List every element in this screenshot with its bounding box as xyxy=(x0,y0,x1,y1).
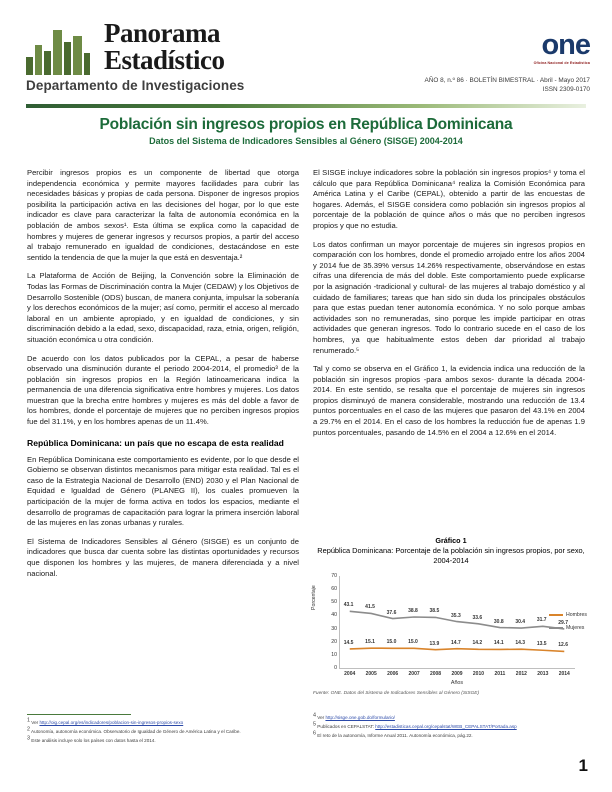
chart-data-label: 38.5 xyxy=(429,608,440,615)
chart-data-label: 35.3 xyxy=(451,612,461,619)
chart-figure xyxy=(313,536,589,696)
left-text-column xyxy=(27,168,299,587)
page-title: Población sin ingresos propios en República Dominicana xyxy=(99,116,513,133)
paragraph-left-3: De acuerdo con los datos publicados por la CEPAL, a pesar de haberse observado una disminución durante el periodo 2004-2014, el promedio³ de la población sin ingresos propios en la Región latinoamericana indica la permanencia de una diferencia significativa entre hombres y mujeres. Los datos muestran que la brecha entre hombres y mujeres es más del doble a favor de los hombres, donde el porcentaje de mujeres que no perciben ingresos propios fue del 31.1%, y en los hombres apenas de un 11.4%. xyxy=(27,353,299,427)
chart-data-label: 13.9 xyxy=(429,640,440,647)
chart-y-axis-label: Porcentaje xyxy=(311,585,317,610)
issue-details: AÑO 8, n.º 86 · BOLETÍN BIMESTRAL · Abril - Mayo 2017 xyxy=(424,77,590,84)
chart-y-tick: 70 xyxy=(331,573,337,579)
paragraph-left-5: El Sistema de Indicadores Sensibles al Género (SISGE) es un conjunto de indicadores que busca dar cuenta sobre las distintas oportunidades y recursos que disponen los hombres y las mujeres, de manera diferenciada y a nivel nacional. xyxy=(27,536,299,578)
chart-x-tick: 2011 xyxy=(494,671,506,677)
masthead xyxy=(0,0,612,108)
logo-title-line1: Panorama xyxy=(104,18,220,48)
bar-chart-logo-icon xyxy=(26,27,98,75)
chart-x-tick: 2007 xyxy=(408,671,420,677)
footnote-marker: 2 xyxy=(27,726,30,733)
chart-data-label: 31.7 xyxy=(536,617,547,624)
chart-data-label: 14.3 xyxy=(515,640,526,647)
footnote-link[interactable]: http://estadisticas.cepal.org/cepalstat/WEB_CEPALSTAT/Portada.asp xyxy=(375,724,517,730)
chart-x-tick: 2013 xyxy=(537,671,549,677)
footnote: $^6$ El reto de la autonomía, Informe Anual 2011. Autonomía económica, pág.22. xyxy=(313,730,473,739)
chart-x-tick: 2004 xyxy=(344,671,356,677)
footnote-marker: 6 xyxy=(313,730,316,737)
chart-figure-number: Gráfico 1 xyxy=(435,536,467,545)
page-subtitle: Datos del Sistema de Indicadores Sensibles al Género (SISGE) 2004-2014 xyxy=(149,136,463,146)
chart-y-tick: 0 xyxy=(334,665,337,671)
page-number: 1 xyxy=(578,756,588,775)
legend-swatch-icon xyxy=(549,627,563,629)
footnote-link[interactable]: http://oig.cepal.org/es/indicadores/poblacion-sin-ingresos-propios-sexo xyxy=(39,720,184,725)
paragraph-left-1: Percibir ingresos propios es un componente de libertad que otorga independencia económica y permite mayores facilidades para cubrir las necesidades básicas y propias de cada persona. Disponer de ingresos propios posibilita la participación activa en las decisiones del hogar, por lo que este indicador es clave para caracterizar la falta de autonomía económica en la población de ambos sexos¹. Esta última se explica como la capacidad de hombres y mujeres de generar ingresos y recursos propios, a partir del acceso al trabajo remunerado en igualdad de condiciones, destacándose en este sentido la tendencia de que la mujer la que está en desventaja.² xyxy=(27,168,299,262)
chart-data-label: 14.2 xyxy=(472,640,483,647)
chart-title: República Dominicana: Porcentaje de la población sin ingresos propios, por sexo, 2004-2014 xyxy=(317,546,585,565)
chart-y-tick: 40 xyxy=(331,612,337,619)
chart-data-label: 43.1 xyxy=(343,602,354,609)
chart-data-label: 29.7 xyxy=(558,619,568,626)
one-institution-logo xyxy=(498,30,590,70)
one-logo-text: one xyxy=(541,29,590,61)
header-divider xyxy=(26,104,586,108)
footnote-marker: 1 xyxy=(27,717,30,724)
chart-y-tick: 50 xyxy=(331,599,337,606)
chart-x-tick: 2009 xyxy=(451,671,463,677)
footnotes-right xyxy=(313,714,585,742)
publication-logo xyxy=(26,18,296,96)
chart-data-label: 15.0 xyxy=(386,639,397,646)
footnote-marker: 4 xyxy=(313,712,316,719)
footnote-divider xyxy=(27,714,131,715)
chart-x-tick: 2008 xyxy=(429,671,442,677)
legend-swatch-icon xyxy=(549,614,563,616)
chart-data-label: 14.5 xyxy=(343,639,354,646)
logo-department: Departamento de Investigaciones xyxy=(26,78,245,93)
chart-data-label: 38.8 xyxy=(408,608,418,614)
chart-y-tick: 10 xyxy=(331,651,337,658)
legend-label: Hombres xyxy=(565,612,587,618)
chart-x-axis-label: Años xyxy=(450,680,464,686)
chart-data-label: 12.6 xyxy=(558,642,568,649)
footnote-link[interactable]: http://sisge.one.gob.do/formulario/ xyxy=(325,715,395,720)
chart-data-label: 30.8 xyxy=(493,618,504,625)
chart-data-label: 15.1 xyxy=(365,639,375,646)
chart-source: Fuente: ONE. Datos del Sistema de Indicadores Sensibles al Género (SISGE) xyxy=(313,691,480,696)
paragraph-right-3: Tal y como se observa en el Gráfico 1, la evidencia indica una reducción de la población sin ingresos propios -para ambos sexos- durante la década 2004-2014. En este sentido, se resalta que el porcentaje de mujeres sin ingresos propios disminuyó de manera considerable, mostrando una reducción de 13.4 puntos porcentuales en el caso de las mujeres que pasaron del 43.1% en 2004 a 29.7% en el 2014. En el caso de los hombres la reducción fue de apenas 1.9 puntos porcentuales, pasando de 14.5% en el 2004 a 12.6% en el 2014. xyxy=(313,364,585,437)
paragraph-left-4: En República Dominicana este comportamiento es evidente, por lo que desde el Gobierno se observan distintos mecanismos para mitigar esta realidad. Tal es el caso de la Estrategia Nacional de Desarrollo (END) 2030 y el Plan Nacional de Equidad e Igualdad de Género (PLANEG II), los cuales promueven la participación de la mujer de forma activa en todos los espacios, mediante el desarrollo de programas de capacitación para lograr la primera inserción laboral de las mujeres en las zonas urbanas y rurales. xyxy=(27,454,299,528)
footnote: $^3$ Este análisis incluye solo los países con datos hasta el 2014. xyxy=(27,735,156,744)
chart-data-label: 41.5 xyxy=(365,604,375,611)
footnote: $^1$ Ver http://oig.cepal.org/es/indicadores/poblacion-sin-ingresos-propios-sexo xyxy=(27,717,184,725)
chart-data-label: 14.7 xyxy=(451,639,461,646)
chart-data-label: 13.5 xyxy=(536,641,547,648)
paragraph-right-1: El SISGE incluye indicadores sobre la población sin ingresos propios⁴ y toma el cálculo que para República Dominicana⁴ realiza la Comisión Económica para América Latina y el Caribe (CEPAL), obtenido a partir de las encuestas de hogares. Además, el SISGE considera como población sin ingresos propios al porcentaje de la población de quince años o más que no perciben ingresos propios y que no estudia. xyxy=(313,168,585,230)
chart-x-tick: 2006 xyxy=(387,671,399,677)
chart-y-tick: 30 xyxy=(331,625,337,632)
chart-series-line xyxy=(350,648,565,651)
chart-data-label: 30.4 xyxy=(515,619,526,626)
paragraph-right-2: Los datos confirman un mayor porcentaje de mujeres sin ingresos propios en comparación con los hombres, donde el promedio arrojado entre los años 2004 y 2014 fue de 35.39% versus 14.26% respectivamente, observándose en estas cifras una diferencia de más del doble. Este comportamiento puede explicarse por la asignación -tradicional y cultural- de las mujeres al trabajo doméstico y al cuidado de familiares; tareas que han sido sin duda los principales obstáculos para que estas puedan tener autonomía económica. Y no solo porque ambas actividades son no remuneradas, sino porque les impide participar en otras actividades que generan ingresos. Todo lo contrario sucede en el caso de los hombres, ya que habitualmente estos deben dar prioridad al trabajo renumerado.⁵ xyxy=(313,239,585,355)
chart-y-tick: 60 xyxy=(331,586,337,593)
logo-title-line2: Estadístico xyxy=(104,45,225,75)
chart-x-tick: 2010 xyxy=(472,671,485,677)
chart-plot-area xyxy=(313,570,589,688)
chart-x-tick: 2014 xyxy=(558,671,570,677)
chart-data-label: 15.0 xyxy=(408,639,418,646)
footnote-marker: 5 xyxy=(313,721,316,728)
chart-data-label: 33.6 xyxy=(472,614,483,621)
chart-legend-item xyxy=(549,612,587,618)
chart-data-label: 37.6 xyxy=(386,609,397,616)
issn: ISSN 2309-0170 xyxy=(542,86,590,93)
legend-label: Mujeres xyxy=(565,625,585,631)
chart-data-label: 14.1 xyxy=(493,640,504,647)
footnote: $^4$ Ver http://sisge.one.gob.do/formulario/ xyxy=(313,712,395,720)
footnotes-left xyxy=(27,714,299,747)
footnote: $^2$ Autonomía, autonomía económica. Observatorio de Igualdad de Género de América Latina y el Caribe. xyxy=(27,726,241,735)
issue-info xyxy=(425,76,590,94)
chart-x-tick: 2005 xyxy=(365,671,377,677)
one-logo-subtitle: Oficina Nacional de Estadística xyxy=(533,61,590,65)
paragraph-left-2: La Plataforma de Acción de Beijing, la Convención sobre la Eliminación de Todas las Formas de Discriminación contra la Mujer (CEDAW) y los Objetivos de Desarrollo Sostenible (ODS) buscan, de manera conjunta, impulsar la soberanía y los derechos económicos de la mujer; así como, permitir el acceso al mercado laboral en un ambiente apropiado, y en igualdad de condiciones, y sin discriminación debido a la edad, sexo, discapacidad, raza, etnia, origen, religión, situación económica u otra condición. xyxy=(27,271,299,344)
footnote-marker: 3 xyxy=(27,735,30,742)
chart-y-tick: 20 xyxy=(331,638,337,645)
footnote: $^5$ Publicados en CEPALSTAT: http://estadisticas.cepal.org/cepalstat/WEB_CEPALSTAT/Portada.asp xyxy=(313,721,517,730)
right-text-column xyxy=(313,168,585,446)
section-heading: República Dominicana: un país que no escapa de esta realidad xyxy=(27,437,284,448)
chart-x-tick: 2012 xyxy=(515,671,527,677)
